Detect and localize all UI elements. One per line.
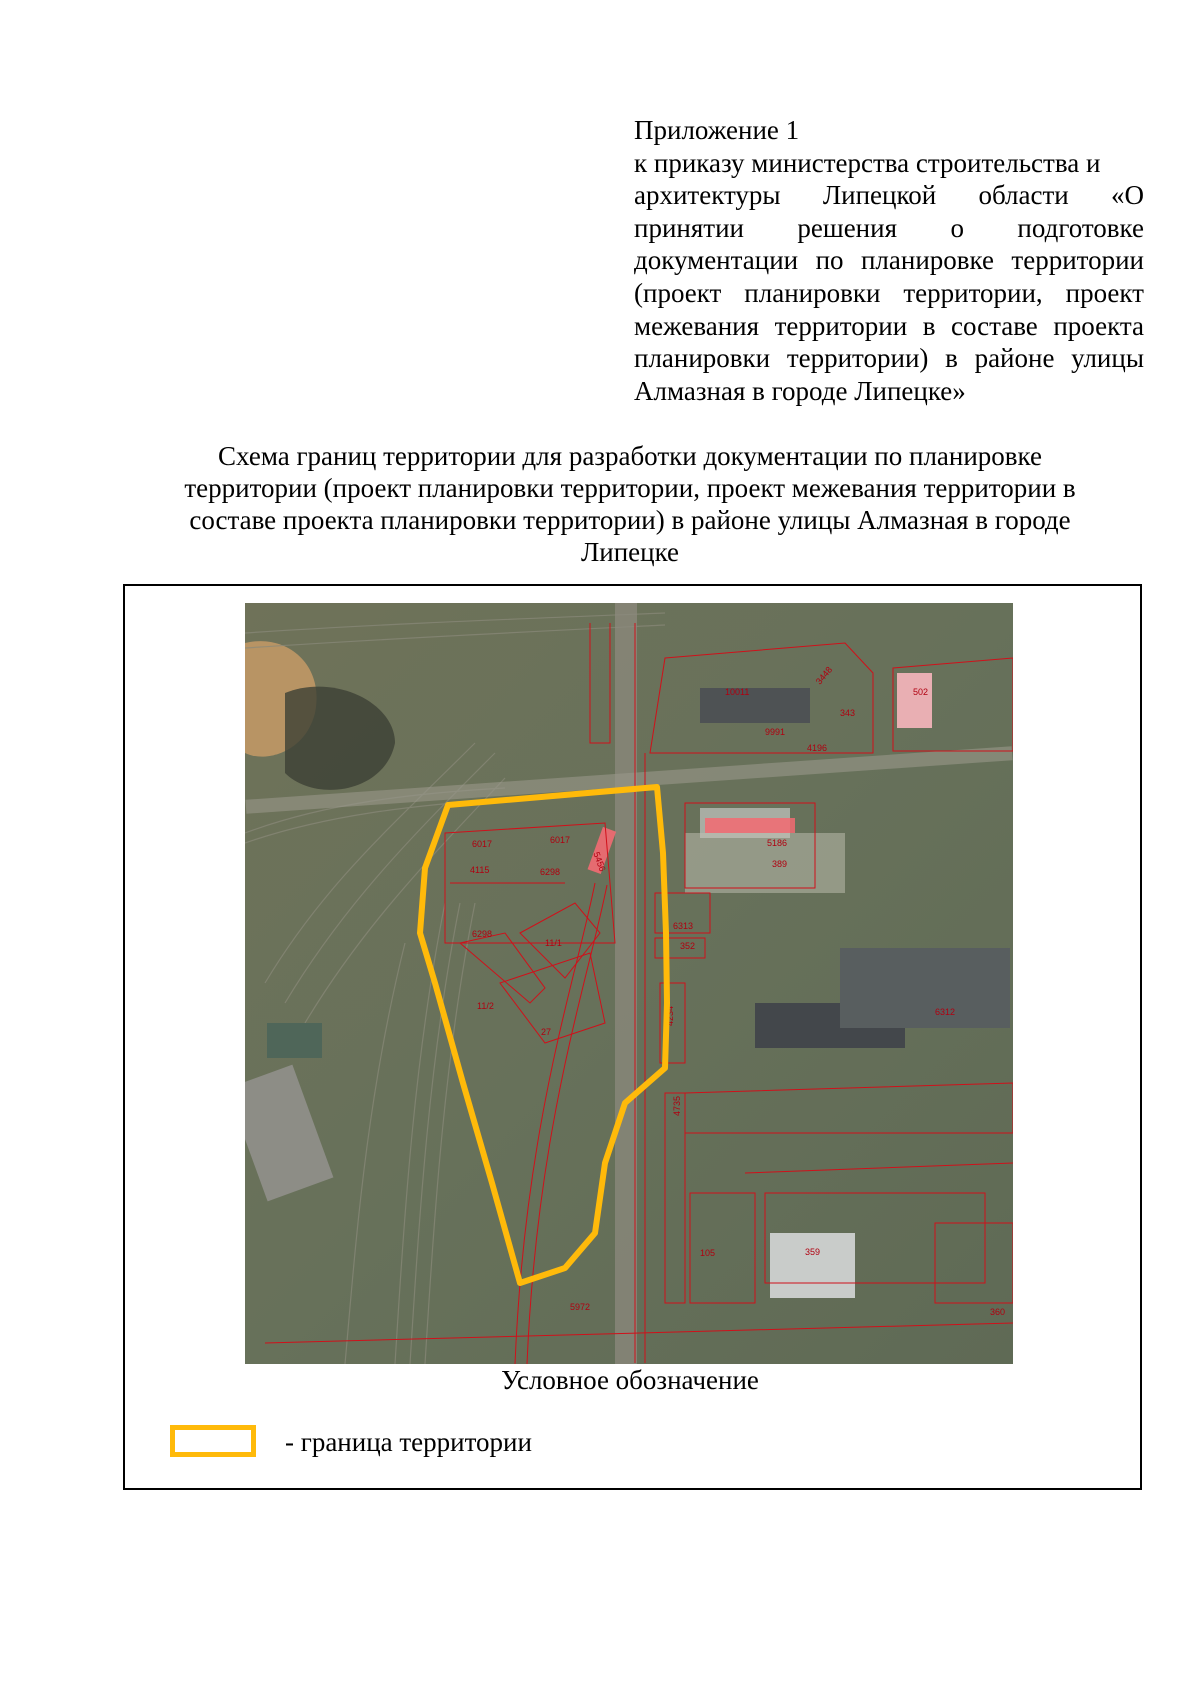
appendix-word: в [922, 310, 936, 341]
parcel-label: 343 [840, 708, 856, 718]
appendix-line-justified [634, 310, 1144, 343]
parcel-label: 4196 [807, 743, 828, 753]
appendix-word: улицы [1071, 343, 1144, 374]
parcel-label: 359 [805, 1247, 821, 1257]
parcel-label: 502 [913, 687, 929, 697]
parcel-label: 3448 [813, 664, 835, 687]
appendix-word: о [950, 212, 964, 243]
parcel-label: 5456 [591, 850, 608, 873]
building [770, 1233, 855, 1298]
appendix-word: территории, [903, 277, 1043, 308]
appendix-word: архитектуры [634, 180, 781, 211]
legend-title: Условное обозначение [501, 1365, 759, 1395]
parcel-label: 6298 [472, 929, 493, 939]
main-road [615, 603, 637, 1364]
appendix-line: Алмазная в городе Липецке» [634, 375, 966, 406]
appendix-word: по [815, 245, 844, 276]
parcel-label: 6017 [550, 835, 571, 845]
parcel-label: 105 [700, 1248, 716, 1258]
parcel-label: 4115 [470, 865, 490, 875]
appendix-word: области [978, 180, 1069, 211]
parcel-label: 6312 [935, 1007, 956, 1017]
parcel-label: 6017 [472, 839, 493, 849]
aerial-map [245, 603, 1013, 1364]
parcel-label: 11/2 [477, 1001, 494, 1011]
parcel-label: 11/1 [545, 938, 562, 948]
parcel-label: 6298 [540, 867, 561, 877]
legend-boundary-label: - граница территории [285, 1427, 532, 1457]
appendix-word: Липецкой [822, 180, 937, 211]
title-line: Схема границ территории для разработки документации по планировке [218, 441, 1042, 471]
highlight-building [897, 673, 932, 728]
highlight-building [705, 818, 795, 833]
aerial-map-svg [245, 603, 1013, 1364]
document-title [140, 440, 1120, 568]
appendix-word: территории [774, 310, 908, 341]
building [840, 948, 1010, 1028]
parcel-label: 5972 [570, 1302, 591, 1312]
appendix-word: планировки [634, 343, 771, 374]
title-line: составе проекта планировки территории) в районе улицы Алмазная в городе [189, 505, 1071, 535]
appendix-word: в [945, 343, 958, 374]
appendix-word: подготовке [1017, 212, 1144, 243]
appendix-line: Приложение 1 [634, 115, 800, 145]
appendix-word: планировки [744, 277, 881, 308]
appendix-word: документации [634, 245, 799, 276]
parcel-label: 5186 [767, 838, 788, 848]
title-line: территории (проект планировки территории, проект межевания территории в [184, 473, 1076, 503]
appendix-word: принятии [634, 212, 744, 243]
parcel-label: 6313 [673, 921, 694, 931]
appendix-word: решения [797, 212, 897, 243]
appendix-word: территории [1011, 245, 1144, 276]
appendix-word: (проект [634, 277, 722, 308]
parcel-label: 360 [990, 1307, 1006, 1317]
parcel-label: 4234 [665, 1005, 675, 1026]
parcel-label: 10011 [725, 687, 750, 697]
title-line: Липецке [580, 537, 680, 567]
parcel-label: 4735 [672, 1095, 682, 1116]
parcel-label: 389 [772, 859, 788, 869]
appendix-word: межевания [634, 310, 760, 341]
appendix-word: районе [974, 343, 1055, 374]
appendix-word: планировке [860, 245, 994, 276]
appendix-line: к приказу министерства строительства и [634, 147, 1101, 178]
parcel-label: 352 [680, 941, 696, 951]
parcel-label: 9991 [765, 727, 786, 737]
parcel-label: 27 [541, 1027, 552, 1037]
building [700, 688, 810, 723]
light-yard [685, 833, 845, 893]
appendix-word: территории) [786, 343, 929, 374]
appendix-word: проект [1065, 277, 1144, 308]
appendix-line-justified [634, 244, 1144, 277]
appendix-word: «О [1110, 180, 1144, 211]
appendix-word: проекта [1053, 310, 1144, 341]
appendix-word: составе [950, 310, 1038, 341]
appendix-line-justified [634, 277, 1144, 310]
appendix-line-justified [634, 179, 1144, 212]
appendix-block [634, 114, 1144, 407]
building [267, 1023, 322, 1058]
legend-boundary-swatch [170, 1425, 256, 1457]
appendix-line-justified [634, 212, 1144, 245]
appendix-line-justified [634, 342, 1144, 375]
